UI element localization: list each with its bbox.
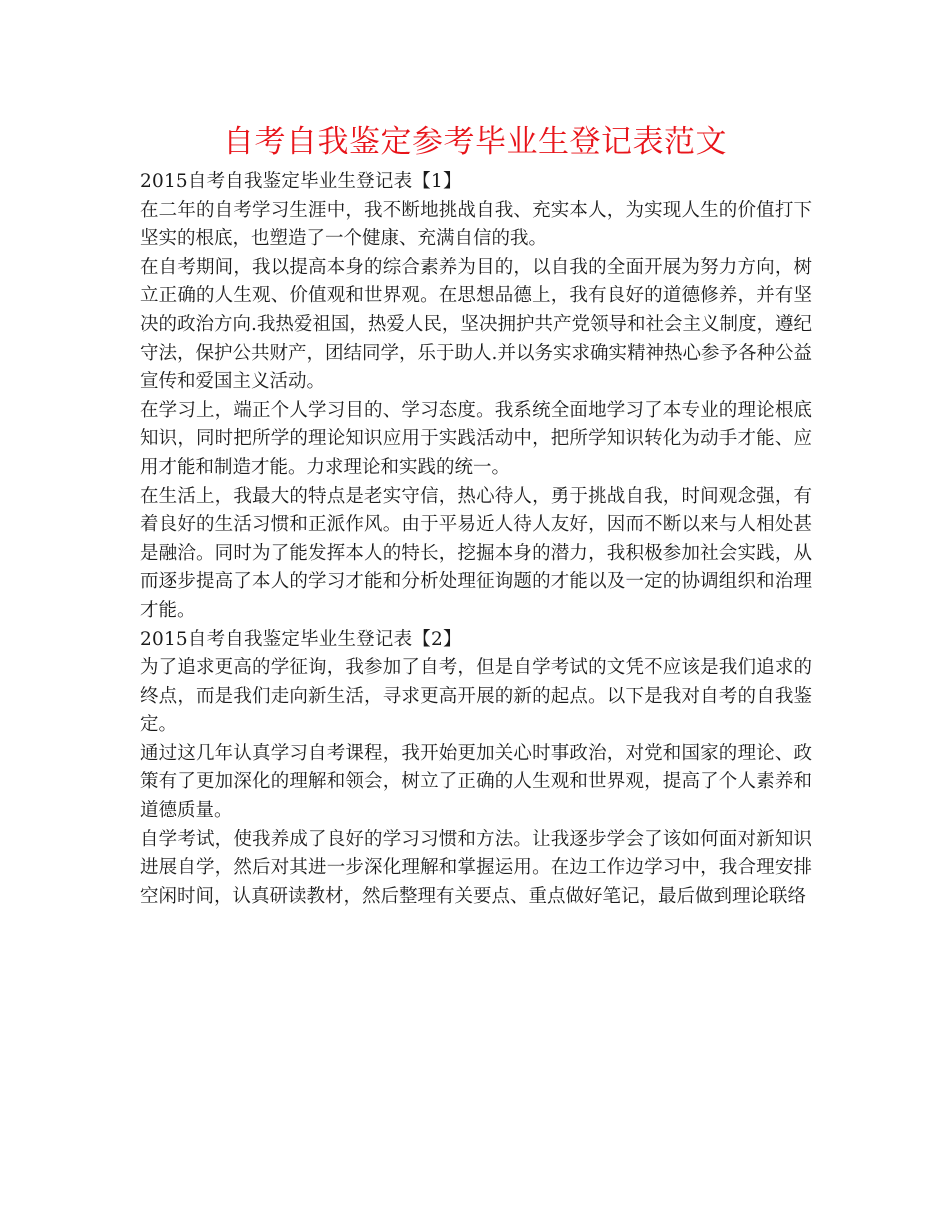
body-paragraph: 在生活上，我最大的特点是老实守信，热心待人，勇于挑战自我，时间观念强，有着良好的生活习惯和正派作风。由于平易近人待人友好，因而不断以来与人相处甚是融洽。同时为了能发挥本人的特长，挖掘本身的潜力，我积极参加社会实践，从而逐步提高了本人的学习才能和分析处理征询题的才能以及一定的协调组织和治理才能。 <box>140 485 812 621</box>
body-paragraph: 在学习上，端正个人学习目的、学习态度。我系统全面地学习了本专业的理论根底知识，同时把所学的理论知识应用于实践活动中，把所学知识转化为动手才能、应用才能和制造才能。力求理论和实践的统一。 <box>140 399 812 478</box>
document-body <box>140 168 812 911</box>
body-paragraph: 为了追求更高的学征询，我参加了自考，但是自学考试的文凭不应该是我们追求的终点，而是我们走向新生活，寻求更高开展的新的起点。以下是我对自考的自我鉴定。 <box>140 657 812 736</box>
body-paragraph: 在二年的自考学习生涯中，我不断地挑战自我、充实本人，为实现人生的价值打下坚实的根底，也塑造了一个健康、充满自信的我。 <box>140 199 812 250</box>
body-paragraph: 在自考期间，我以提高本身的综合素养为目的，以自我的全面开展为努力方向，树立正确的人生观、价值观和世界观。在思想品德上，我有良好的道德修养，并有坚决的政治方向.我热爱祖国，热爱人民，坚决拥护共产党领导和社会主义制度，遵纪守法，保护公共财产，团结同学，乐于助人.并以务实求确实精神热心参予各种公益宣传和爱国主义活动。 <box>140 256 812 393</box>
section-heading-1: 2015自考自我鉴定毕业生登记表【1】 <box>140 171 462 192</box>
document-title: 自考自我鉴定参考毕业生登记表范文 <box>223 124 727 160</box>
section-heading-2: 2015自考自我鉴定毕业生登记表【2】 <box>140 628 462 650</box>
body-paragraph: 自学考试，使我养成了良好的学习习惯和方法。让我逐步学会了该如何面对新知识进展自学，然后对其进一步深化理解和掌握运用。在边工作边学习中，我合理安排空闲时间，认真研读教材，然后整理有关要点、重点做好笔记，最后做到理论联络 <box>140 828 812 907</box>
body-paragraph: 通过这几年认真学习自考课程，我开始更加关心时事政治，对党和国家的理论、政策有了更加深化的理解和领会，树立了正确的人生观和世界观，提高了个人素养和道德质量。 <box>140 742 812 822</box>
